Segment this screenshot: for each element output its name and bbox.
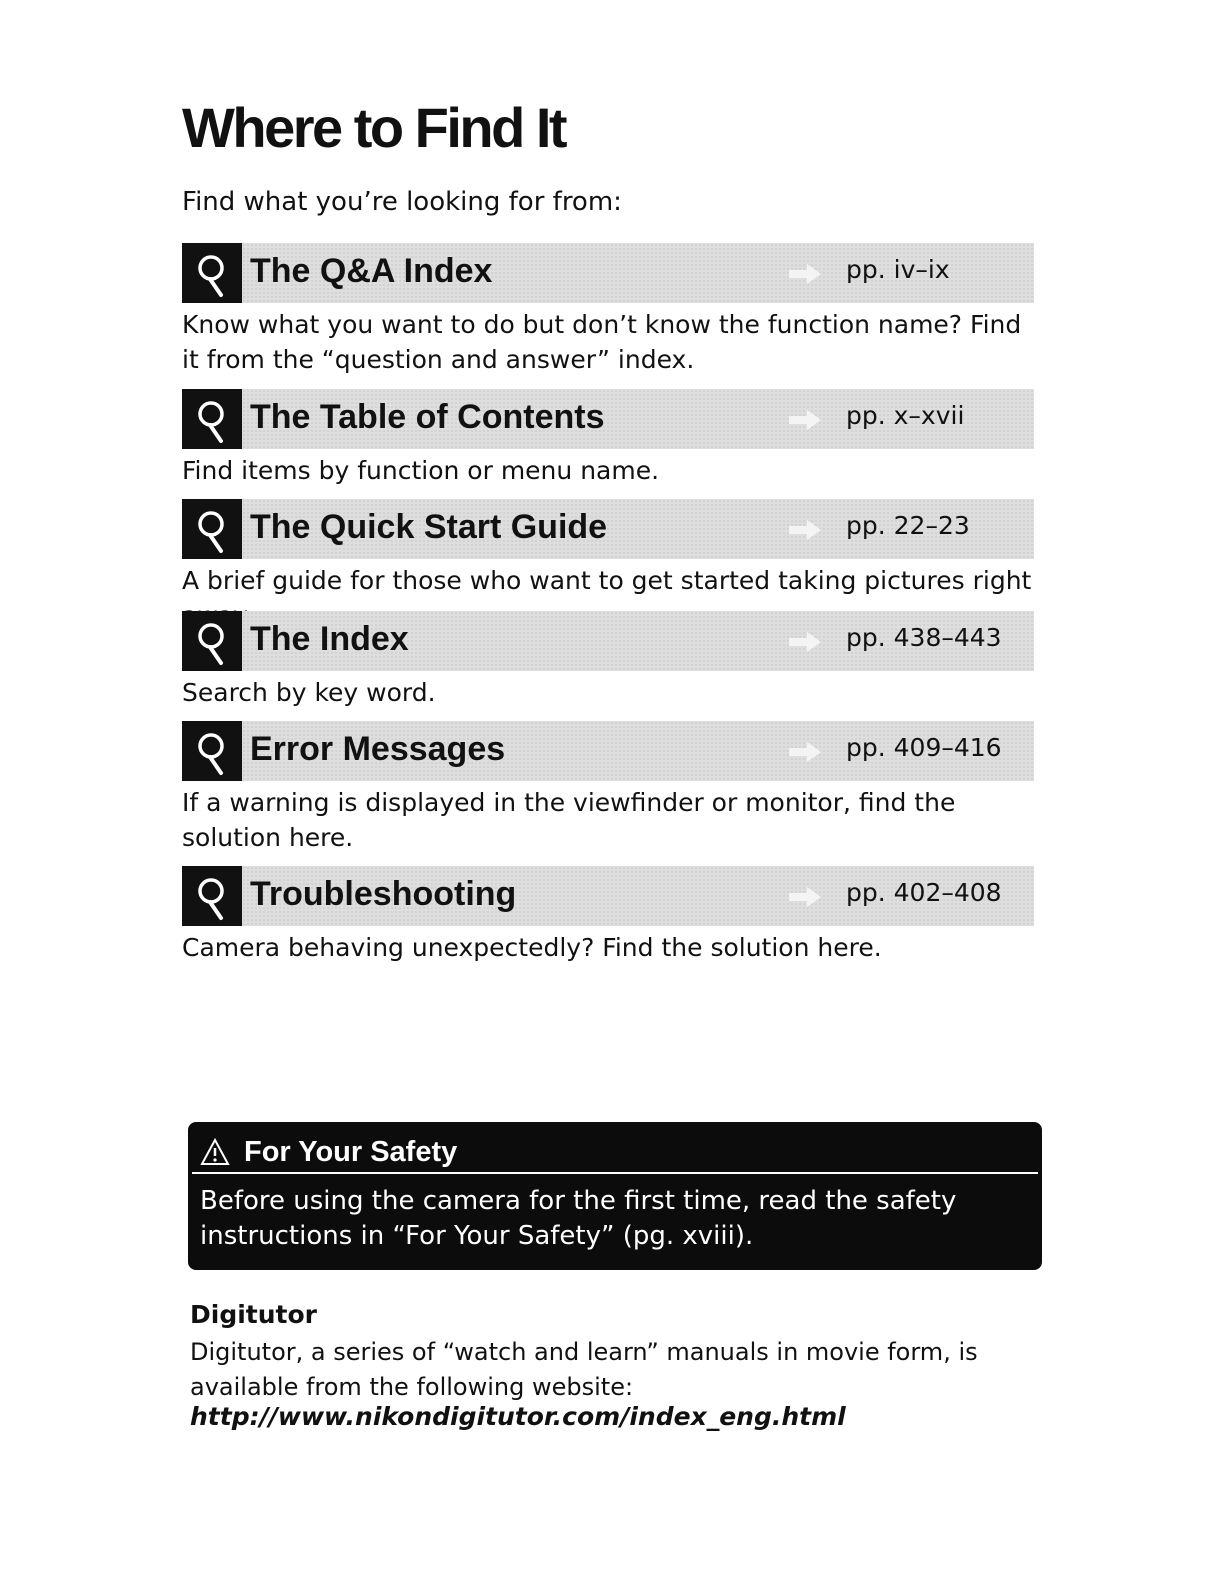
entry-header-bar: [182, 243, 1034, 303]
entry-title: The Q&A Index: [250, 252, 493, 290]
entry-title: The Index: [250, 620, 409, 658]
intro-text: Find what you’re looking for from:: [182, 187, 622, 217]
entry-description: Search by key word.: [182, 678, 436, 707]
entry-table-of-contents: [182, 389, 1034, 488]
entry-page-range: pp. 409–416: [846, 733, 1002, 762]
entry-title: Error Messages: [250, 730, 506, 768]
entry-description: If a warning is displayed in the viewfinder or monitor, find the solution here.: [182, 788, 956, 852]
magnifier-icon: [182, 243, 242, 303]
digitutor-text: Digitutor, a series of “watch and learn” manuals in movie form, is available from the following website:: [190, 1338, 978, 1401]
safety-text: Before using the camera for the first time, read the safety instructions in “For Your Safety” (pg. xviii).: [200, 1186, 957, 1251]
entry-page-range: pp. iv–ix: [846, 255, 950, 284]
entry-description: Know what you want to do but don’t know the function name? Find it from the “question and answer” index.: [182, 310, 1022, 374]
entry-header-bar: [182, 499, 1034, 559]
entry-page-range: pp. 22–23: [846, 511, 970, 540]
arrow-right-icon: [787, 263, 823, 285]
entry-title: The Table of Contents: [250, 398, 605, 436]
entry-header-bar: [182, 611, 1034, 671]
digitutor-heading: Digitutor: [190, 1300, 317, 1329]
entry-page-range: pp. 438–443: [846, 623, 1002, 652]
entry-index: [182, 611, 1034, 710]
safety-header: [200, 1132, 457, 1172]
safety-notice: [188, 1122, 1042, 1270]
safety-title: For Your Safety: [244, 1135, 458, 1168]
entry-troubleshooting: [182, 866, 1034, 965]
arrow-right-icon: [787, 519, 823, 541]
magnifier-icon: [182, 866, 242, 926]
magnifier-icon: [182, 721, 242, 781]
page-title: Where to Find It: [182, 96, 566, 159]
entry-page-range: pp. 402–408: [846, 878, 1002, 907]
arrow-right-icon: [787, 886, 823, 908]
entry-qa-index: [182, 243, 1034, 377]
entry-description: Camera behaving unexpectedly? Find the solution here.: [182, 933, 882, 962]
entry-description: Find items by function or menu name.: [182, 456, 660, 485]
entry-error-messages: [182, 721, 1034, 855]
arrow-right-icon: [787, 409, 823, 431]
entry-page-range: pp. x–xvii: [846, 401, 965, 430]
arrow-right-icon: [787, 631, 823, 653]
warning-triangle-icon: [200, 1138, 230, 1166]
digitutor-url[interactable]: http://www.nikondigitutor.com/index_eng.html: [190, 1402, 846, 1431]
entry-header-bar: [182, 866, 1034, 926]
entry-title: The Quick Start Guide: [250, 508, 608, 546]
magnifier-icon: [182, 499, 242, 559]
entry-description: A brief guide for those who want to get started taking pictures right: [182, 566, 1032, 595]
magnifier-icon: [182, 389, 242, 449]
entry-header-bar: [182, 721, 1034, 781]
entry-title: Troubleshooting: [250, 875, 517, 913]
safety-divider: [192, 1172, 1038, 1174]
arrow-right-icon: [787, 741, 823, 763]
magnifier-icon: [182, 611, 242, 671]
entry-header-bar: [182, 389, 1034, 449]
